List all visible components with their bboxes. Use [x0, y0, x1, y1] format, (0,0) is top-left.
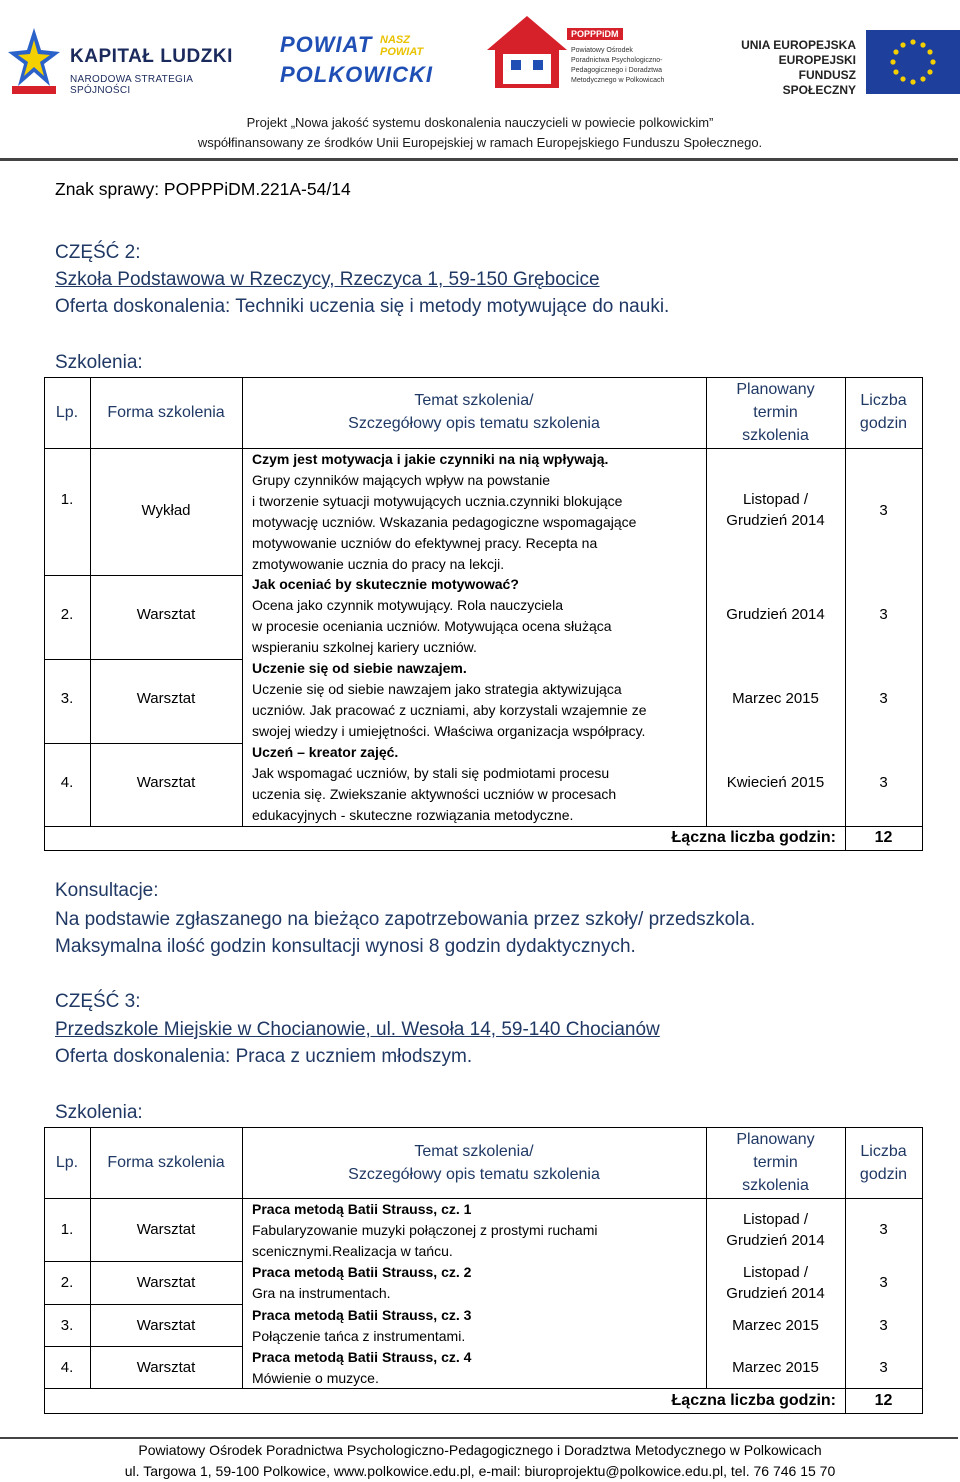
row-title: Uczenie się od siebie nawzajem.	[252, 660, 467, 676]
row-line: wspieraniu szkolnej kariery uczniów.	[252, 639, 477, 655]
row-title: Uczeń – kreator zajęć.	[252, 744, 399, 760]
row-forma: Warsztat	[136, 606, 196, 623]
row-lp: 3.	[60, 1317, 74, 1334]
row-description	[252, 1262, 699, 1304]
consult-line-2: Maksymalna ilość godzin konsultacji wynosi 8 godzin dydaktycznych.	[55, 936, 636, 957]
row-lp: 1.	[60, 491, 74, 508]
row-description	[252, 449, 699, 575]
row-title: Czym jest motywacja i jakie czynniki na nią wpływają.	[252, 451, 609, 467]
row-line: motywację uczniów. Wskazania pedagogiczne wspomagające	[252, 514, 637, 530]
header-termin-2: termin	[753, 1154, 798, 1171]
row-termin-2: Grudzień 2014	[726, 1232, 825, 1249]
row-lp: 3.	[60, 690, 74, 707]
popppidm-tag: POPPPiDM	[567, 28, 623, 40]
logo-kapital-ludzki	[8, 22, 243, 102]
header-liczba-1: Liczba	[860, 1143, 907, 1160]
powiat-nasz: NASZ POWIAT	[380, 34, 424, 58]
consult-title: Konsultacje:	[55, 880, 159, 901]
header-temat-2: Szczegółowy opis tematu szkolenia	[348, 415, 600, 432]
row-lp: 2.	[60, 606, 74, 623]
row-lp: 1.	[60, 1221, 74, 1238]
row-description	[252, 1347, 699, 1389]
header-forma: Forma szkolenia	[107, 1154, 225, 1171]
part3-offer: Oferta doskonalenia: Praca z uczniem młodszym.	[55, 1046, 473, 1067]
footer-organization: Powiatowy Ośrodek Poradnictwa Psychologiczno-Pedagogicznego i Doradztwa Metodycznego w Polkowicach	[138, 1442, 822, 1458]
row-line: zmotywowanie ucznia do pracy na lekcji.	[252, 556, 505, 572]
total-value: 12	[874, 829, 893, 846]
part2-title: CZĘŚĆ 2:	[55, 242, 141, 263]
row-lp: 4.	[60, 1359, 74, 1376]
row-forma: Warsztat	[136, 1317, 196, 1334]
header-temat-1: Temat szkolenia/	[414, 392, 534, 409]
row-godzin: 3	[879, 1317, 888, 1334]
footer-divider	[0, 1437, 958, 1439]
kapital-ludzki-title: KAPITAŁ LUDZKI	[70, 46, 233, 67]
row-line: Gra na instrumentach.	[252, 1285, 391, 1301]
popppidm-name: Powiatowy Ośrodek Poradnictwa Psychologiczno-Pedagogicznego i Doradztwa Metodycznego w Polkowicach	[571, 47, 665, 84]
row-line: edukacyjnych - skuteczne rozwiązania metodyczne.	[252, 807, 574, 823]
kapital-ludzki-star-icon	[8, 26, 60, 96]
header-termin-2: termin	[753, 404, 798, 421]
row-forma: Warsztat	[136, 1274, 196, 1291]
row-godzin: 3	[879, 502, 888, 519]
row-line: Grupy czynników mających wpływ na powstanie	[252, 472, 551, 488]
row-forma: Warsztat	[136, 690, 196, 707]
powiat-line1: POWIAT	[280, 32, 373, 57]
total-value: 12	[874, 1392, 893, 1409]
header-termin-1: Planowany	[736, 381, 815, 398]
row-line: Mówienie o muzyce.	[252, 1370, 379, 1386]
row-termin-2: Grudzień 2014	[726, 512, 825, 529]
row-description	[252, 574, 699, 658]
row-title: Praca metodą Batii Strauss, cz. 2	[252, 1264, 472, 1280]
row-godzin: 3	[879, 1359, 888, 1376]
row-line: Ocena jako czynnik motywujący. Rola nauczyciela	[252, 597, 563, 613]
row-title: Praca metodą Batii Strauss, cz. 4	[252, 1349, 472, 1365]
row-line: swojej wiedzy i umiejętności. Właściwa organizacja współpracy.	[252, 723, 646, 739]
row-line: Uczenie się od siebie nawzajem jako strategia aktywizująca	[252, 681, 622, 697]
row-forma: Wykład	[141, 502, 191, 519]
row-title: Jak oceniać by skutecznie motywować?	[252, 576, 519, 592]
row-termin-1: Marzec 2015	[732, 1317, 819, 1334]
row-termin-1: Listopad /	[742, 1264, 809, 1281]
row-description	[252, 658, 699, 742]
row-godzin: 3	[879, 1221, 888, 1238]
header-forma: Forma szkolenia	[107, 404, 225, 421]
project-cofinancing: współfinansowany ze środków Unii Europejskiej w ramach Europejskiego Funduszu Społecznego.	[197, 135, 763, 150]
header-termin-1: Planowany	[736, 1131, 815, 1148]
total-label: Łączna liczba godzin:	[671, 1392, 836, 1409]
row-termin-1: Grudzień 2014	[726, 606, 825, 623]
header-lp: Lp.	[55, 1154, 79, 1171]
row-description	[252, 742, 699, 826]
kapital-ludzki-subtitle: NARODOWA STRATEGIA SPÓJNOŚCI	[70, 74, 193, 96]
row-line: Połączenie tańca z instrumentami.	[252, 1328, 466, 1344]
row-line: uczenia się. Zwiekszanie aktywności uczniów w procesach	[252, 786, 617, 802]
row-line: i tworzenie sytuacji motywujących ucznia.czynniki blokujące	[252, 493, 623, 509]
row-title: Praca metodą Batii Strauss, cz. 1	[252, 1201, 472, 1217]
row-title: Praca metodą Batii Strauss, cz. 3	[252, 1307, 472, 1323]
row-godzin: 3	[879, 774, 888, 791]
row-line: uczniów. Jak pracować z uczniami, aby korzystali wzajemnie ze	[252, 702, 647, 718]
footer-contact: ul. Targowa 1, 59-100 Polkowice, www.polkowice.edu.pl, e-mail: biuroprojektu@polkowice.edu.pl, tel. 76 746 15 70	[124, 1463, 836, 1479]
part2-offer: Oferta doskonalenia: Techniki uczenia się i metody motywujące do nauki.	[55, 296, 670, 317]
header-liczba-2: godzin	[859, 1166, 908, 1183]
eu-flag-icon	[866, 30, 960, 94]
row-termin-1: Marzec 2015	[732, 1359, 819, 1376]
part3-school: Przedszkole Miejskie w Chocianowie, ul. Wesoła 14, 59-140 Chocianów	[55, 1019, 660, 1040]
consult-line-1: Na podstawie zgłaszanego na bieżąco zapotrzebowania przez szkoły/ przedszkola.	[55, 909, 756, 930]
powiat-line2: POLKOWICKI	[280, 62, 433, 87]
row-termin-2: Grudzień 2014	[726, 1285, 825, 1302]
row-description	[252, 1199, 699, 1262]
row-godzin: 3	[879, 690, 888, 707]
row-termin-1: Kwiecień 2015	[726, 774, 825, 791]
row-description	[252, 1305, 699, 1347]
row-line: scenicznymi.Realizacja w tańcu.	[252, 1243, 453, 1259]
header-temat-2: Szczegółowy opis tematu szkolenia	[348, 1166, 600, 1183]
header-liczba-2: godzin	[859, 415, 908, 432]
header-liczba-1: Liczba	[860, 392, 907, 409]
case-number: Znak sprawy: POPPPiDM.221A-54/14	[55, 179, 351, 199]
header-divider	[0, 158, 958, 161]
row-lp: 2.	[60, 1274, 74, 1291]
row-line: Jak wspomagać uczniów, by stali się podmiotami procesu	[252, 765, 610, 781]
row-forma: Warsztat	[136, 1359, 196, 1376]
row-godzin: 3	[879, 1274, 888, 1291]
row-godzin: 3	[879, 606, 888, 623]
header-termin-3: szkolenia	[742, 1177, 809, 1194]
row-forma: Warsztat	[136, 774, 196, 791]
row-termin-1: Listopad /	[742, 491, 809, 508]
part3-title: CZĘŚĆ 3:	[55, 991, 141, 1012]
row-lp: 4.	[60, 774, 74, 791]
row-line: w procesie oceniania uczniów. Motywująca ocena służąca	[252, 618, 612, 634]
header-lp: Lp.	[55, 404, 79, 421]
row-termin-1: Listopad /	[742, 1211, 809, 1228]
row-line: Fabularyzowanie muzyki połączonej z prostymi ruchami	[252, 1222, 598, 1238]
row-termin-1: Marzec 2015	[732, 690, 819, 707]
row-line: motywowanie uczniów do efektywnej pracy. Recepta na	[252, 535, 598, 551]
trainings-label-2: Szkolenia:	[55, 1102, 143, 1123]
logo-unia-europejska	[728, 30, 960, 96]
ue-text: UNIA EUROPEJSKA EUROPEJSKI FUNDUSZ SPOŁECZNY	[741, 38, 856, 97]
popppidm-house-icon	[485, 14, 569, 90]
trainings-label-1: Szkolenia:	[55, 352, 143, 373]
row-forma: Warsztat	[136, 1221, 196, 1238]
logo-powiat-polkowicki	[280, 32, 440, 92]
header-termin-3: szkolenia	[742, 427, 809, 444]
header-temat-1: Temat szkolenia/	[414, 1143, 534, 1160]
logo-popppidm	[485, 8, 665, 96]
part2-school: Szkoła Podstawowa w Rzeczycy, Rzeczyca 1, 59-150 Grębocice	[55, 269, 600, 290]
project-title: Projekt „Nowa jakość systemu doskonalenia nauczycieli w powiecie polkowickim”	[246, 115, 714, 130]
total-label: Łączna liczba godzin:	[671, 829, 836, 846]
